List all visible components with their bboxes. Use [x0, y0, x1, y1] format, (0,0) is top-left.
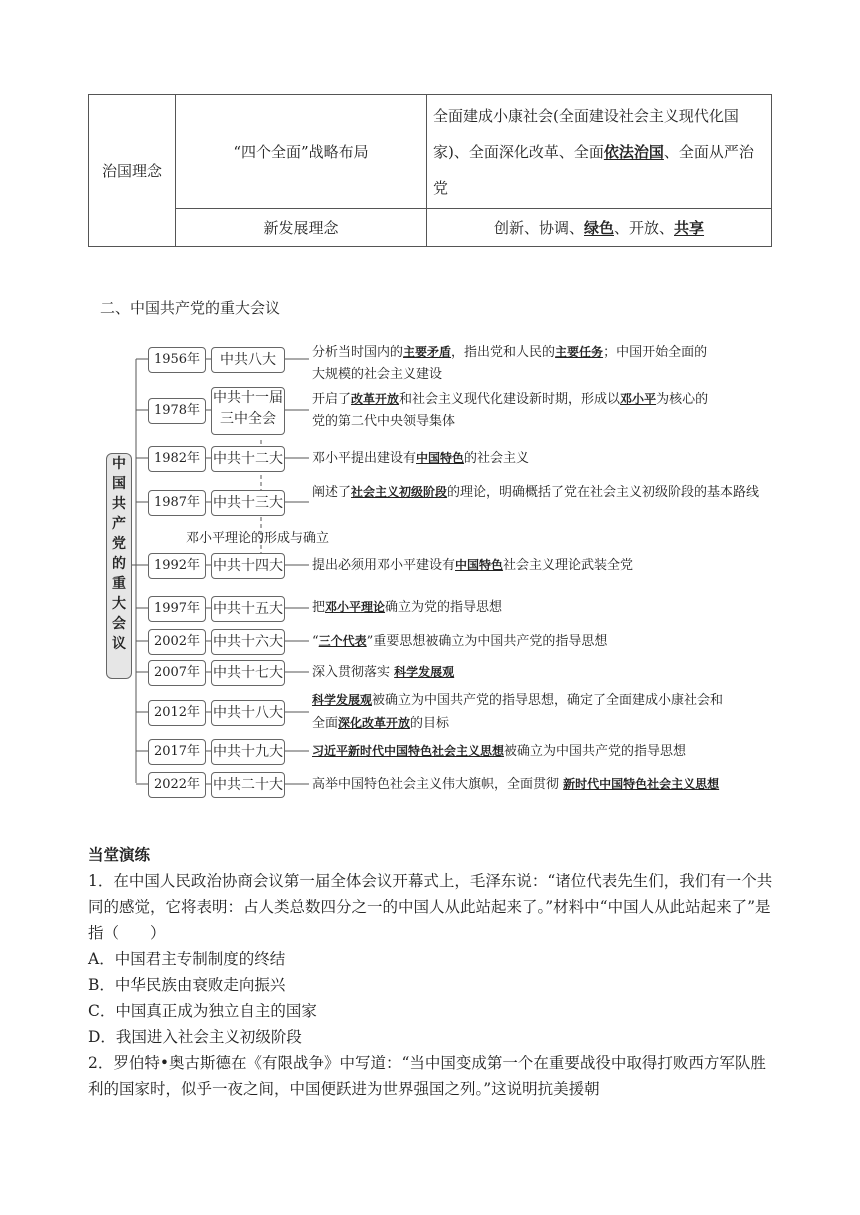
event-desc-1997: 把邓小平理论确立为党的指导思想	[312, 600, 503, 615]
year-1982: 1982年	[148, 446, 206, 472]
year-1978: 1978年	[148, 398, 206, 424]
meeting-1992: 中共十四大	[211, 553, 285, 579]
event-desc-2012: 科学发展观被确立为中国共产党的指导思想，确定了全面建成小康社会和 全面深化改革开放的目标	[312, 693, 724, 731]
root-label: 中 国 共 产 党 的 重 大 会 议	[106, 453, 132, 679]
year-1987: 1987年	[148, 490, 206, 516]
year-2012: 2012年	[148, 700, 206, 726]
meeting-2022: 中共二十大	[211, 772, 285, 798]
year-1956: 1956年	[148, 347, 206, 373]
meetings-diagram	[106, 335, 786, 805]
event-desc-1982: 邓小平提出建设有中国特色的社会主义	[312, 451, 530, 466]
year-1992: 1992年	[148, 553, 206, 579]
concept-name: 新发展理念	[176, 209, 427, 247]
meeting-2002: 中共十六大	[211, 629, 285, 655]
event-desc-1956: 分析当时国内的主要矛盾，指出党和人民的主要任务；中国开始全面的 大规模的社会主义建设	[312, 345, 708, 382]
meeting-1956: 中共八大	[211, 347, 285, 373]
meeting-2007: 中共十七大	[211, 660, 285, 686]
practice-section	[88, 842, 778, 1102]
event-desc-2007: 深入贯彻落实 科学发展观	[312, 665, 455, 680]
event-desc-2002: “三个代表”重要思想被确立为中国共产党的指导思想	[312, 634, 608, 649]
event-desc-1987: 阐述了社会主义初级阶段的理论，明确概括了党在社会主义初级阶段的基本路线	[312, 485, 760, 500]
meeting-2012: 中共十八大	[211, 700, 285, 726]
event-desc-1992: 提出必须用邓小平建设有中国特色社会主义理论武装全党	[312, 558, 634, 573]
year-1997: 1997年	[148, 596, 206, 622]
theory-note: 邓小平理论的形成与确立	[186, 531, 330, 546]
event-desc-2022: 高举中国特色社会主义伟大旗帜，全面贯彻 新时代中国特色社会主义思想	[312, 777, 720, 792]
event-desc-1978: 开启了改革开放和社会主义现代化建设新时期，形成以邓小平为核心的 党的第二代中央领导集体	[312, 392, 709, 429]
year-2007: 2007年	[148, 660, 206, 686]
meeting-1982: 中共十二大	[211, 446, 285, 472]
practice-title: 当堂演练	[88, 846, 151, 864]
option-a: A．中国君主专制制度的终结	[88, 950, 286, 968]
option-b: B．中华民族由衰败走向振兴	[88, 976, 286, 994]
governance-table	[88, 94, 772, 247]
meeting-1997: 中共十五大	[211, 596, 285, 622]
strategy-name: “四个全面”战略布局	[176, 95, 427, 209]
question-1: 1．在中国人民政治协商会议第一届全体会议开幕式上，毛泽东说：“诸位代表先生们，我们有一个共同的感觉，它将表明：占人类总数四分之一的中国人从此站起来了。”材料中“中国人从此站起来了”是指（ ）	[88, 872, 773, 942]
year-2022: 2022年	[148, 772, 206, 798]
row-header: 治国理念	[89, 95, 176, 247]
meeting-2017: 中共十九大	[211, 739, 285, 765]
option-c: C．中国真正成为独立自主的国家	[88, 1002, 317, 1020]
option-d: D．我国进入社会主义初级阶段	[88, 1028, 302, 1046]
concept-content: 创新、协调、绿色、开放、共享	[427, 209, 772, 247]
section-heading: 二、中国共产党的重大会议	[100, 299, 281, 317]
year-2002: 2002年	[148, 629, 206, 655]
meeting-1987: 中共十三大	[211, 490, 285, 516]
year-2017: 2017年	[148, 739, 206, 765]
strategy-content: 全面建成小康社会(全面建设社会主义现代化国家)、全面深化改革、全面依法治国、全面从严治党	[427, 95, 772, 209]
meeting-1978: 中共十一届 三中全会	[211, 387, 285, 435]
question-2: 2．罗伯特•奥古斯德在《有限战争》中写道：“当中国变成第一个在重要战役中取得打败西方军队胜利的国家时，似乎一夜之间，中国便跃进为世界强国之列。”这说明抗美援朝	[88, 1054, 766, 1098]
event-desc-2017: 习近平新时代中国特色社会主义思想被确立为中国共产党的指导思想	[312, 744, 687, 759]
